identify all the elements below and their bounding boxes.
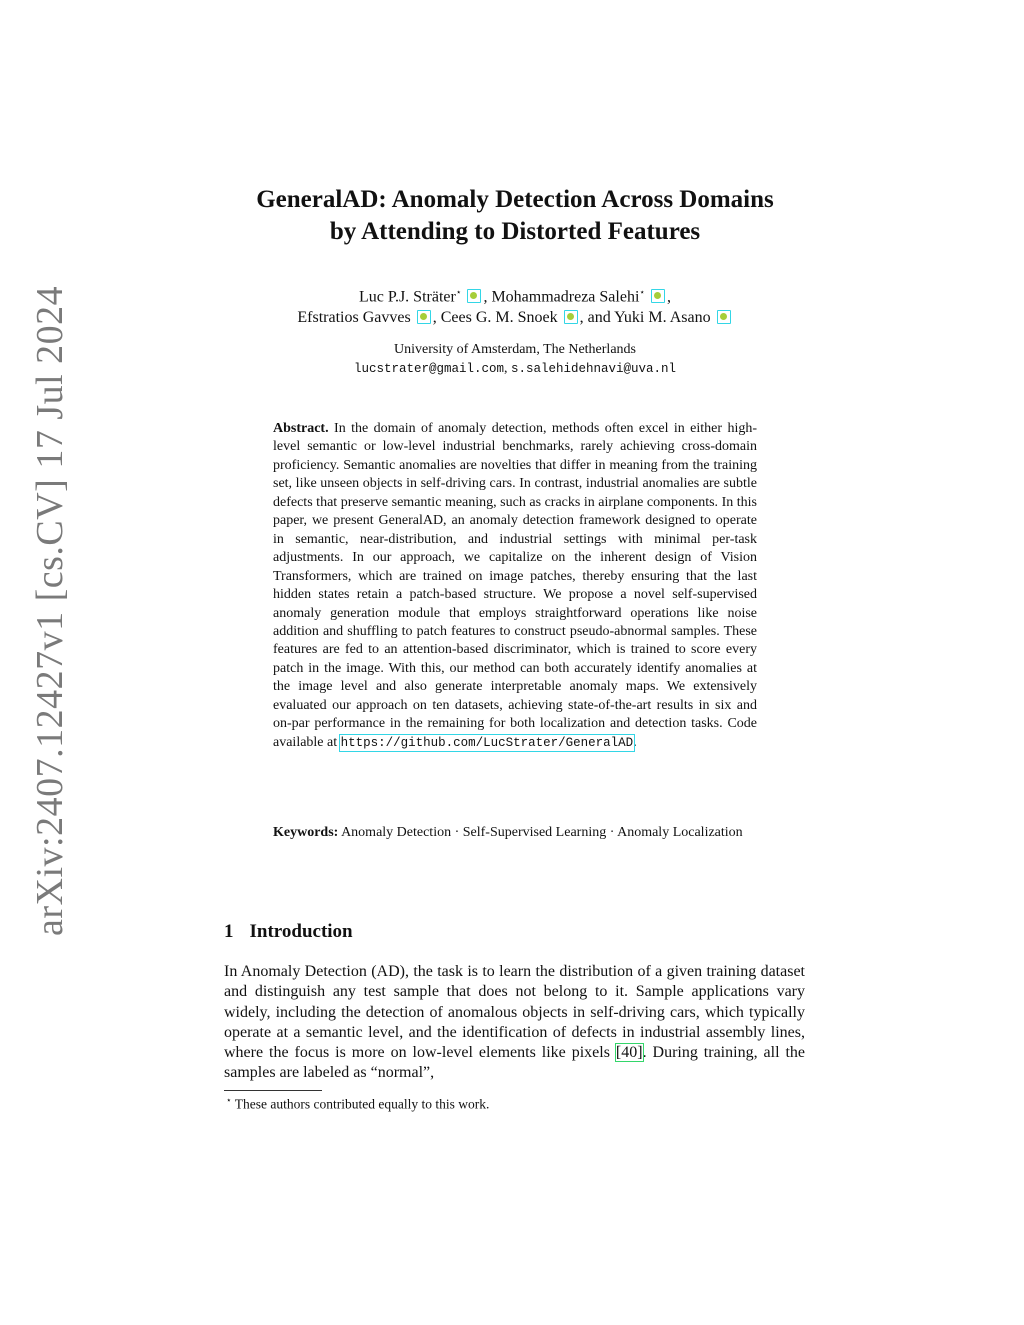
title-line-1: GeneralAD: Anomaly Detection Across Domains	[256, 186, 774, 213]
intro-text: In Anomaly Detection (AD), the task is to learn the distribution of a given training dataset and distinguish any test sample that does not belong to it. Sample applications vary widely, including the detection of anomalous objects in self-driving cars, which typically operate at a semantic level, and the identification of defects in industrial assembly lines, where the focus is more on low-level elements like pixels	[224, 963, 805, 1062]
code-link[interactable]: https://github.com/LucStrater/GeneralAD	[340, 735, 634, 750]
orcid-icon[interactable]	[467, 289, 481, 303]
keywords-label: Keywords:	[273, 825, 339, 840]
equal-contribution-mark: ⋆	[455, 287, 462, 297]
email-1[interactable]: lucstrater@gmail.com	[353, 362, 504, 376]
footnote-mark: ⋆	[226, 1095, 232, 1105]
arxiv-identifier: arXiv:2407.12427v1 [cs.CV] 17 Jul 2024	[29, 285, 71, 936]
intro-text-continued: . During training, all the samples are labeled as “normal”,	[224, 1044, 806, 1082]
abstract-label: Abstract.	[273, 421, 329, 436]
email-2[interactable]: s.salehidehnavi@uva.nl	[511, 362, 677, 376]
institution: University of Amsterdam, The Netherlands	[394, 342, 636, 357]
citation-link[interactable]: [40]	[615, 1044, 643, 1062]
affiliation: University of Amsterdam, The Netherlands lucstrater@gmail.com, s.salehidehnavi@uva.nl	[353, 342, 677, 376]
author-5: Yuki M. Asano	[614, 309, 711, 327]
author-3: Efstratios Gavves	[297, 309, 411, 327]
title-line-2: by Attending to Distorted Features	[329, 218, 701, 245]
footnote	[226, 1095, 489, 1113]
keywords	[273, 824, 757, 843]
intro-paragraph	[224, 962, 805, 1084]
author-2: Mohammadreza Salehi	[491, 288, 640, 306]
section-number: 1	[224, 921, 234, 942]
orcid-icon[interactable]	[651, 289, 665, 303]
orcid-icon[interactable]	[417, 310, 431, 324]
footnote-rule	[224, 1090, 322, 1091]
section-title: Introduction	[249, 921, 353, 942]
section-heading	[224, 921, 353, 943]
orcid-icon[interactable]	[564, 310, 578, 324]
abstract: Abstract. In the domain of anomaly detection, methods often excel in either high-level semantic or low-level industrial benchmarks, rarely achieving cross-domain proficiency. Semantic anomalies are novelties that differ in meaning from the training set, like unseen objects in self-driving cars. In contrast, industrial anomalies are subtle defects that preserve semantic meaning, such as cracks in airplane components. In this paper, we present GeneralAD, an anomaly detection framework designed to operate in semantic, near-distribution, and industrial settings with minimal per-task adjustments. In our approach, we capitalize on the inherent design of Vision Transformers, which are trained on image patches, thereby ensuring that the last hidden states retain a patch-based structure. We propose a novel self-supervised anomaly generation module that employs straightforward operations like noise addition and shuffling to patch features to construct pseudo-abnormal samples. These features are fed to an attention-based discriminator, which is trained to score every patch in the image. With this, our method can both accurately identify anomalies at the image level and also generate interpretable anomaly maps. We extensively evaluated our approach on ten datasets, achieving state-of-the-art results in six and on-par performance in the remaining for both localization and detection tasks. Code available at https://github.com/LucStrater/GeneralAD.	[273, 421, 758, 750]
author-1: Luc P.J. Sträter	[358, 288, 456, 306]
author-list: Luc P.J. Sträter⋆ , Mohammadreza Salehi⋆ , Efstratios Gavves , Cees G. M. Snoek , and Yuki M. Asano	[150, 282, 880, 328]
paper-title	[150, 184, 880, 248]
keywords-text: Anomaly Detection · Self-Supervised Learning · Anomaly Localization	[341, 825, 743, 840]
equal-contribution-mark: ⋆	[639, 287, 646, 297]
footnote-text: These authors contributed equally to this work.	[234, 1096, 490, 1112]
author-4: Cees G. M. Snoek	[440, 309, 558, 327]
abstract-text: In the domain of anomaly detection, methods often excel in either high-level semantic or low-level industrial benchmarks, rarely achieving cross-domain proficiency. Semantic anomalies are novelties that differ in meaning from the training set, like unseen objects in self-driving cars. In contrast, industrial anomalies are subtle defects that preserve semantic meaning, such as cracks in airplane components. In this paper, we present GeneralAD, an anomaly detection framework designed to operate in semantic, near-distribution, and industrial settings with minimal per-task adjustments. In our approach, we capitalize on the inherent design of Vision Transformers, which are trained on image patches, thereby ensuring that the last hidden states retain a patch-based structure. We propose a novel self-supervised anomaly generation module that employs straightforward operations like noise addition and shuffling to patch features to construct pseudo-abnormal samples. These features are fed to an attention-based discriminator, which is trained to score every patch in the image. With this, our method can both accurately identify anomalies at the image level and also generate interpretable anomaly maps. We extensively evaluated our approach on ten datasets, achieving state-of-the-art results in six and on-par performance in the remaining for both localization and detection tasks. Code available at	[273, 421, 758, 750]
author-5-prefix: and	[587, 309, 611, 327]
orcid-icon[interactable]	[717, 310, 731, 324]
